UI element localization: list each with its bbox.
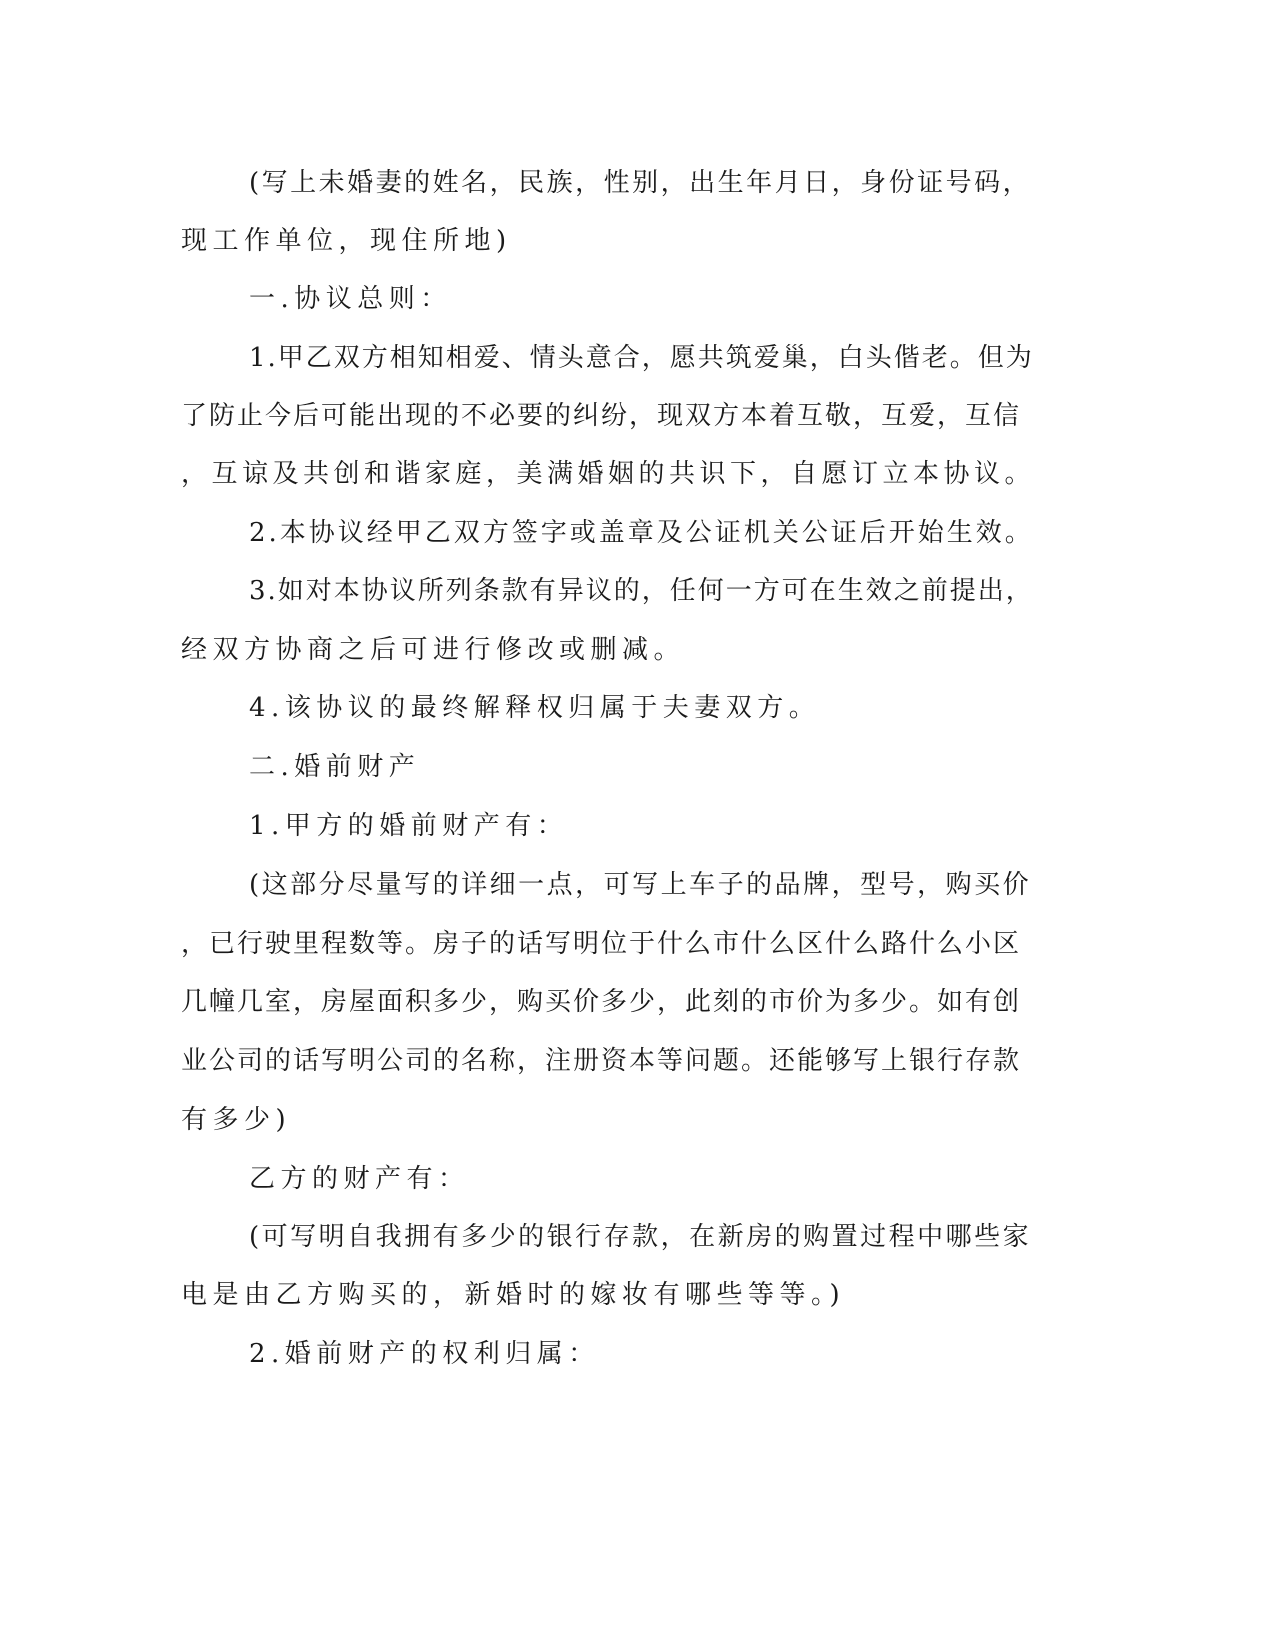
- body-text-line: 业公司的话写明公司的名称，注册资本等问题。还能够写上银行存款: [181, 1046, 1022, 1076]
- body-text-line: 4.该协议的最终解释权归属于夫妻双方。: [249, 693, 821, 723]
- body-text-line: (写上未婚妻的姓名，民族，性别，出生年月日，身份证号码，: [249, 168, 1032, 198]
- body-text-line: 有多少): [181, 1105, 292, 1135]
- body-text-line: ，已行驶里程数等。房子的话写明位于什么市什么区什么路什么小区: [181, 929, 1022, 959]
- body-text-line: 现工作单位，现住所地): [181, 226, 512, 256]
- body-text-line: 3.如对本协议所列条款有异议的，任何一方可在生效之前提出，: [249, 576, 1034, 606]
- body-text-line: 1.甲方的婚前财产有：: [249, 811, 569, 841]
- body-text-line: ，互谅及共创和谐家庭，美满婚姻的共识下，自愿订立本协议。: [181, 459, 1036, 489]
- body-text-line: 几幢几室，房屋面积多少，购买价多少，此刻的市价为多少。如有创: [181, 987, 1022, 1017]
- body-text-line: 经双方协商之后可进行修改或删减。: [181, 635, 686, 665]
- body-text-line: 2.本协议经甲乙双方签字或盖章及公证机关公证后开始生效。: [249, 518, 1034, 548]
- body-text-line: 了防止今后可能出现的不必要的纠纷，现双方本着互敬，互爱，互信: [181, 401, 1022, 431]
- body-text-line: 电是由乙方购买的，新婚时的嫁妆有哪些等等。): [181, 1280, 846, 1310]
- body-text-line: (这部分尽量写的详细一点，可写上车子的品牌，型号，购买价: [249, 870, 1032, 900]
- body-text-line: 乙方的财产有：: [249, 1164, 470, 1194]
- section-heading: 二.婚前财产: [249, 752, 421, 782]
- body-text-line: (可写明自我拥有多少的银行存款，在新房的购置过程中哪些家: [249, 1222, 1032, 1252]
- body-text-line: 2.婚前财产的权利归属：: [249, 1339, 600, 1369]
- section-heading: 一.协议总则：: [249, 284, 452, 314]
- body-text-line: 1.甲乙双方相知相爱、情头意合，愿共筑爱巢，白头偕老。但为: [249, 343, 1034, 373]
